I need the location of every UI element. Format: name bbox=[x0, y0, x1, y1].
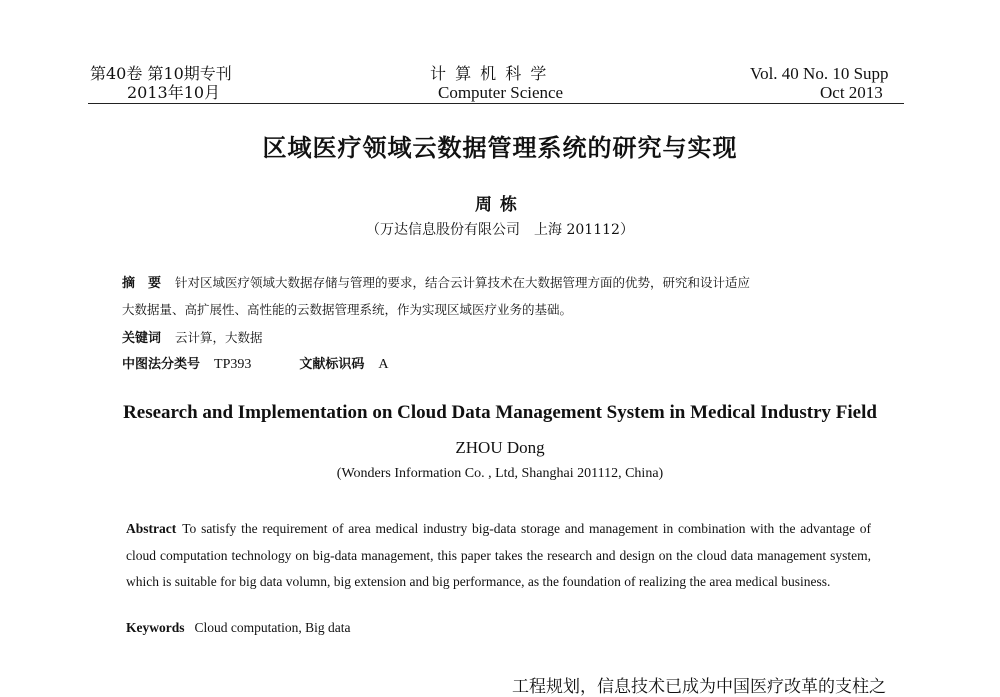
keywords-cn bbox=[122, 327, 263, 346]
abstract-en-text: To satisfy the requirement of area medical industry big-data storage and management in combination with the advantage of cloud computation technology on big-data management, this paper takes the research and design on the cloud data management system, which is suitable for big data volumn, big extension and big performance, as the foundation of realizing the area medical business. bbox=[126, 521, 871, 589]
paper-title-cn: 区域医疗领域云数据管理系统的研究与实现 bbox=[262, 134, 738, 162]
author-en: ZHOU Dong bbox=[455, 438, 545, 457]
journal-date-en: Oct 2013 bbox=[820, 83, 883, 102]
journal-date-cn: 2013年10月 bbox=[127, 83, 221, 102]
header-rule bbox=[88, 103, 904, 104]
abstract-cn-text1: 针对区域医疗领域大数据存储与管理的要求，结合云计算技术在大数据管理方面的优势，研究和设计适应 bbox=[175, 275, 751, 290]
keywords-cn-label: 关键词 bbox=[122, 331, 162, 346]
paper-title-en: Research and Implementation on Cloud Data Management System in Medical Industry Field bbox=[123, 402, 877, 423]
journal-name-cn: 计 算 机 科 学 bbox=[430, 64, 549, 83]
body-text-cut-line: 工程规划，信息技术已成为中国医疗改革的支柱之 bbox=[512, 677, 886, 697]
journal-volume-info: 第40卷 第10期专刊 bbox=[90, 64, 232, 83]
abstract-cn-line2: 大数据量、高扩展性、高性能的云数据管理系统，作为实现区域医疗业务的基础。 bbox=[122, 302, 573, 317]
keywords-cn-value: 云计算，大数据 bbox=[175, 330, 263, 345]
keywords-en-value: Cloud computation, Big data bbox=[194, 620, 351, 635]
journal-volume-en: Vol. 40 No. 10 Supp bbox=[750, 64, 889, 83]
abstract-cn-line1 bbox=[122, 272, 750, 291]
abstract-en bbox=[126, 516, 871, 596]
abstract-cn-label: 摘 要 bbox=[122, 276, 162, 291]
affiliation-cn: （万达信息股份有限公司 上海 201112） bbox=[366, 222, 634, 238]
author-cn: 周栋 bbox=[475, 195, 525, 215]
abstract-en-label: Abstract bbox=[126, 521, 177, 536]
doc-code-label: 文献标识码 bbox=[299, 357, 365, 372]
doc-code-value: A bbox=[378, 357, 389, 372]
classification bbox=[122, 353, 389, 373]
classification-value: TP393 bbox=[214, 357, 252, 372]
keywords-en-label: Keywords bbox=[126, 620, 185, 635]
affiliation-en: (Wonders Information Co. , Ltd, Shanghai 201112, China) bbox=[336, 466, 664, 481]
classification-label: 中图法分类号 bbox=[122, 357, 201, 372]
keywords-en bbox=[126, 620, 350, 636]
journal-name-en: Computer Science bbox=[438, 83, 564, 102]
